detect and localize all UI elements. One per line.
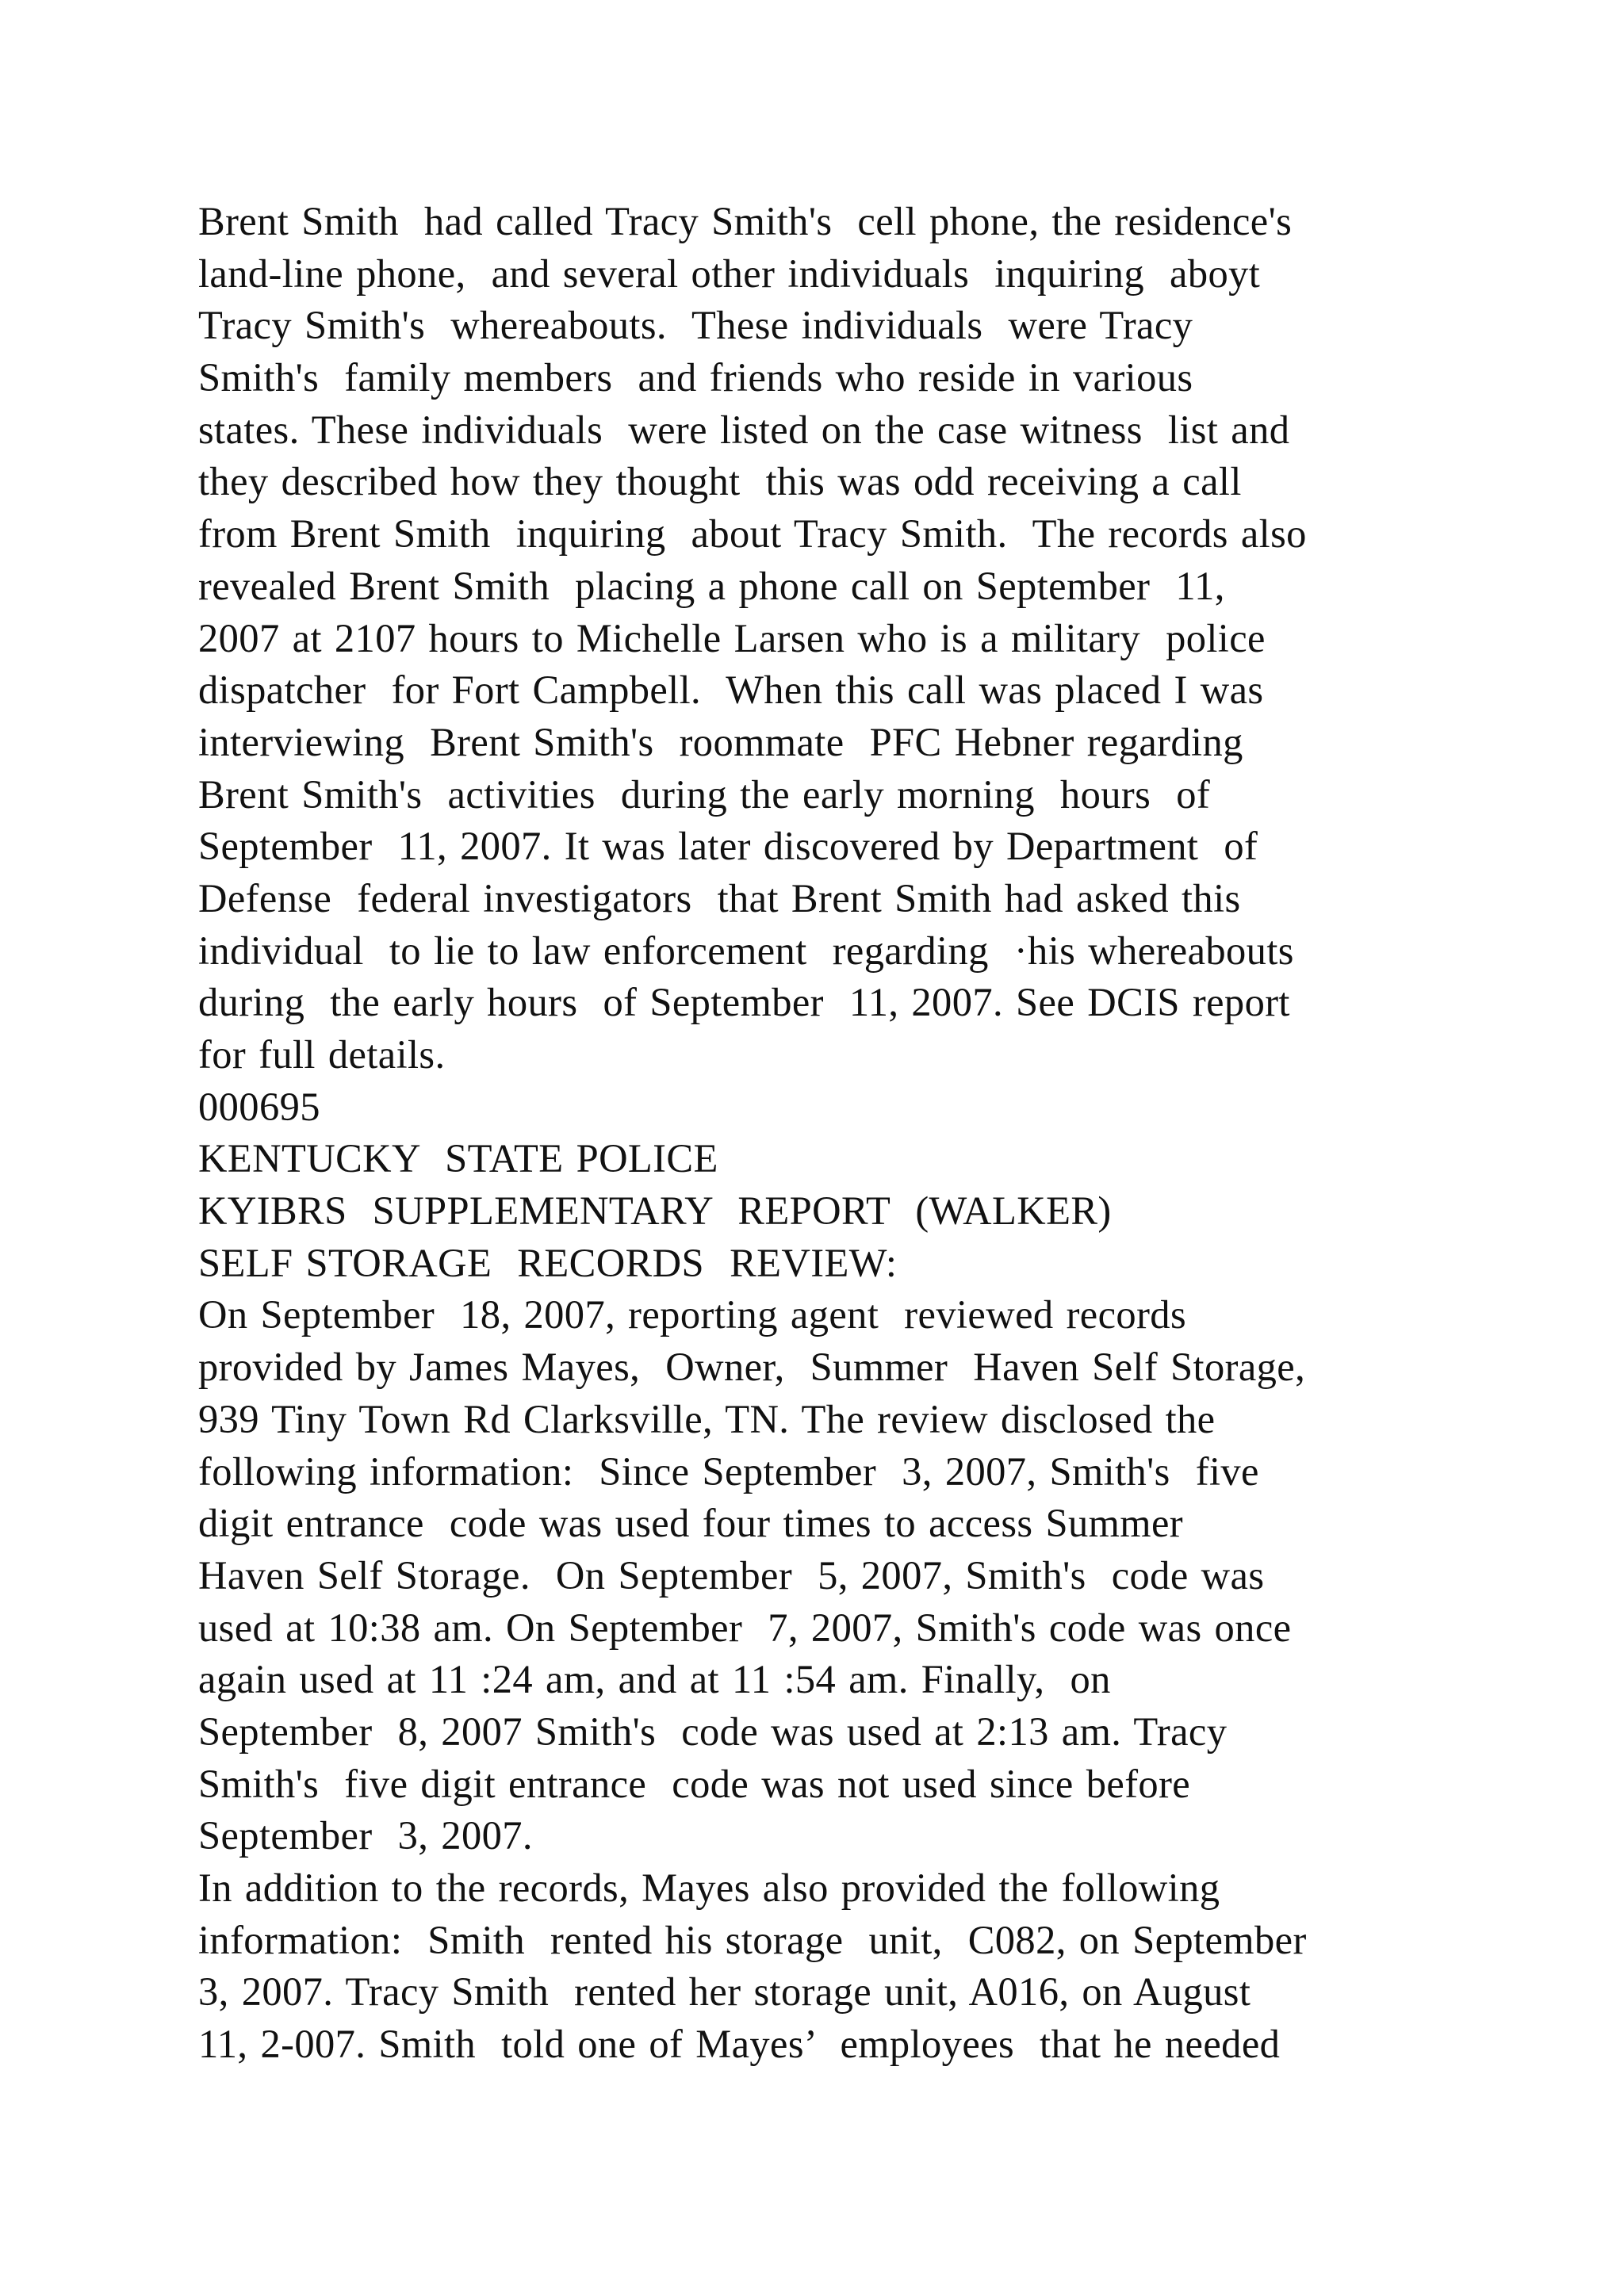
text-line: 11, 2-007. Smith told one of Mayes’ employees that he needed — [198, 2022, 1281, 2067]
text-line: September 8, 2007 Smith's code was used at 2:13 am. Tracy — [198, 1709, 1228, 1754]
text-line: dispatcher for Fort Campbell. When this call was placed I was — [198, 668, 1264, 713]
text-line: Defense federal investigators that Brent Smith had asked this — [198, 875, 1241, 920]
text-line: following information: Since September 3, 2007, Smith's five — [198, 1448, 1259, 1494]
text-line: digit entrance code was used four times to access Summer — [198, 1501, 1183, 1546]
report-heading: KYIBRS SUPPLEMENTARY REPORT (WALKER) — [198, 1188, 1112, 1234]
text-line: information: Smith rented his storage unit, C082, on September — [198, 1917, 1307, 1962]
report-text — [198, 196, 1499, 2071]
text-line: again used at 11 :24 am, and at 11 :54 am. Finally, on — [198, 1657, 1111, 1702]
text-line: from Brent Smith inquiring about Tracy Smith. The records also — [198, 511, 1307, 557]
text-line: Brent Smith had called Tracy Smith's cell phone, the residence's — [198, 199, 1293, 243]
text-line: used at 10:38 am. On September 7, 2007, Smith's code was once — [198, 1605, 1292, 1650]
text-line: states. These individuals were listed on the case witness list and — [198, 407, 1290, 452]
text-line: 2007 at 2107 hours to Michelle Larsen who is a military police — [198, 615, 1266, 660]
text-line: Brent Smith's activities during the early morning hours of — [198, 771, 1211, 817]
text-line: 939 Tiny Town Rd Clarksville, TN. The review disclosed the — [198, 1396, 1216, 1441]
text-line: Haven Self Storage. On September 5, 2007, Smith's code was — [198, 1552, 1265, 1598]
text-line: they described how they thought this was odd receiving a call — [198, 459, 1242, 504]
text-line: 3, 2007. Tracy Smith rented her storage unit, A016, on August — [198, 1969, 1251, 2015]
text-line: September 11, 2007. It was later discovered by Department of — [198, 824, 1258, 869]
text-line: for full details. — [198, 1032, 446, 1077]
agency-heading: KENTUCKY STATE POLICE — [198, 1136, 718, 1181]
text-line: On September 18, 2007, reporting agent reviewed records — [198, 1292, 1186, 1337]
text-line: revealed Brent Smith placing a phone call on September 11, — [198, 563, 1225, 608]
text-line: provided by James Mayes, Owner, Summer Haven Self Storage, — [198, 1345, 1306, 1390]
text-line: Smith's family members and friends who reside in various — [198, 355, 1193, 400]
text-line: land-line phone, and several other individuals inquiring aboyt — [198, 251, 1261, 296]
section-heading: SELF STORAGE RECORDS REVIEW: — [198, 1240, 898, 1285]
text-line: Tracy Smith's whereabouts. These individuals were Tracy — [198, 303, 1193, 348]
text-line: September 3, 2007. — [198, 1813, 533, 1858]
text-line: Smith's five digit entrance code was not used since before — [198, 1761, 1191, 1806]
text-line: interviewing Brent Smith's roommate PFC Hebner regarding — [198, 719, 1243, 764]
text-line: individual to lie to law enforcement regarding ·his whereabouts — [198, 928, 1294, 973]
text-line: during the early hours of September 11, 2007. See DCIS report — [198, 980, 1290, 1025]
page-number: 000695 — [198, 1084, 320, 1129]
text-line: In addition to the records, Mayes also provided the following — [198, 1866, 1220, 1910]
